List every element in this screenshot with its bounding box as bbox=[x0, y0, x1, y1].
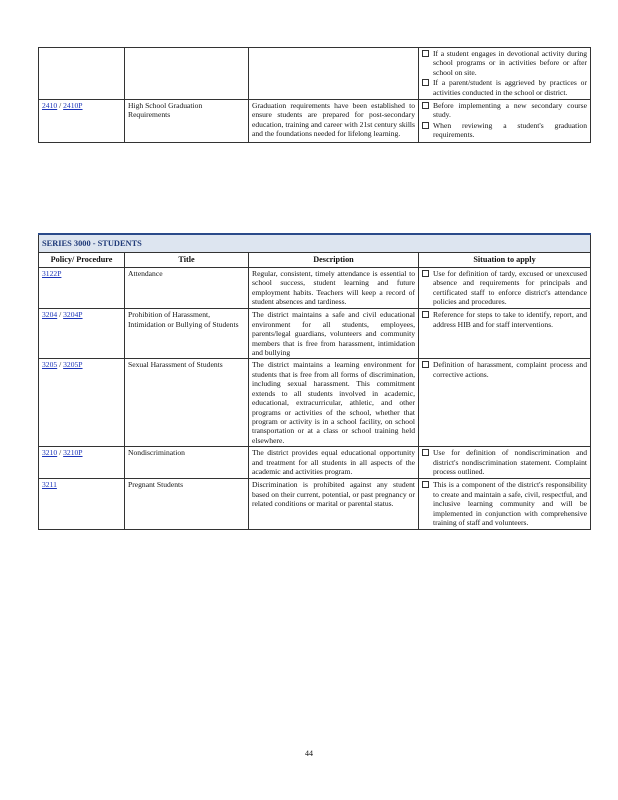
list-item bbox=[422, 101, 587, 120]
checkbox-bullet-icon bbox=[422, 270, 429, 277]
situation-text: Use for definition of tardy, excused or unexcused absence and requirements for principals and certificated staff to enforce district's attendance policies and procedures. bbox=[433, 268, 588, 307]
policy-cell: 3210 / 3210P bbox=[39, 447, 125, 479]
list-item bbox=[422, 121, 587, 140]
table-row bbox=[39, 447, 591, 479]
table-row bbox=[39, 267, 591, 309]
situation-cell bbox=[419, 309, 591, 359]
series-header-row bbox=[39, 234, 591, 253]
description-cell: The district provides equal educational opportunity and treatment for all students in all aspects of the academic and activities program. bbox=[249, 447, 419, 479]
series-table-body bbox=[39, 267, 591, 530]
description-cell: Graduation requirements have been established to ensure students are prepared for post-secondary education, training and career with 21st century skills and the foundations needed for lifelong learning. bbox=[249, 100, 419, 143]
policy-link[interactable]: 3205 bbox=[42, 360, 58, 370]
series-heading: SERIES 3000 - STUDENTS bbox=[39, 234, 591, 253]
table-row bbox=[39, 48, 591, 100]
policy-link[interactable]: 3211 bbox=[42, 480, 57, 490]
situation-list bbox=[422, 49, 587, 97]
checkbox-bullet-icon bbox=[422, 50, 429, 57]
situation-cell bbox=[419, 359, 591, 447]
situation-cell bbox=[419, 267, 591, 309]
checkbox-bullet-icon bbox=[422, 481, 429, 488]
policy-link[interactable]: 3122P bbox=[42, 268, 62, 278]
list-item bbox=[422, 269, 587, 307]
policy-cell: 2410 / 2410P bbox=[39, 100, 125, 143]
list-item bbox=[422, 360, 587, 379]
col-description-header: Description bbox=[249, 253, 419, 267]
policy-cell: 3204 / 3204P bbox=[39, 309, 125, 359]
checkbox-bullet-icon bbox=[422, 311, 429, 318]
page-number: 44 bbox=[305, 749, 313, 758]
situation-text: When reviewing a student's graduation requirements. bbox=[433, 120, 587, 140]
title-cell: Nondiscrimination bbox=[125, 447, 249, 479]
situation-list bbox=[422, 310, 587, 329]
policy-link[interactable]: 3204P bbox=[63, 310, 83, 320]
top-table bbox=[38, 47, 591, 143]
title-cell: Pregnant Students bbox=[125, 479, 249, 530]
situation-cell bbox=[419, 447, 591, 479]
policy-link[interactable]: 2410 bbox=[42, 101, 58, 111]
title-cell bbox=[125, 48, 249, 100]
policy-cell: 3205 / 3205P bbox=[39, 359, 125, 447]
description-cell: Regular, consistent, timely attendance is essential to school success, student learning and future employment habits. Teachers will keep a record of student absences and tardiness. bbox=[249, 267, 419, 309]
checkbox-bullet-icon bbox=[422, 102, 429, 109]
situation-text: Definition of harassment, complaint process and corrective actions. bbox=[433, 360, 588, 379]
policy-link[interactable]: 3204 bbox=[42, 310, 58, 320]
col-title-header: Title bbox=[125, 253, 249, 267]
col-situation-header: Situation to apply bbox=[419, 253, 591, 267]
policy-link[interactable]: 3210 bbox=[42, 448, 58, 458]
situation-list bbox=[422, 480, 587, 527]
policy-cell bbox=[39, 48, 125, 100]
situation-list bbox=[422, 360, 587, 379]
situation-list bbox=[422, 101, 587, 140]
top-table-body bbox=[39, 48, 591, 143]
title-cell: Prohibition of Harassment, Intimidation or Bullying of Students bbox=[125, 309, 249, 359]
column-header-row bbox=[39, 253, 591, 267]
description-cell: The district maintains a safe and civil educational environment for all students, employees, parents/legal guardians, volunteers and community members that is free from harassment, intimidation and bullying bbox=[249, 309, 419, 359]
situation-text: Reference for steps to take to identify, report, and address HIB and for staff interventions. bbox=[433, 310, 588, 329]
policy-cell bbox=[39, 267, 125, 309]
table-row bbox=[39, 479, 591, 530]
description-cell: Discrimination is prohibited against any student based on their current, potential, or past pregnancy or related conditions or marital or parental status. bbox=[249, 479, 419, 530]
checkbox-bullet-icon bbox=[422, 79, 429, 86]
col-policy-header: Policy/ Procedure bbox=[39, 253, 125, 267]
checkbox-bullet-icon bbox=[422, 361, 429, 368]
table-row bbox=[39, 359, 591, 447]
series-table bbox=[38, 233, 591, 530]
situation-text: If a student engages in devotional activity during school programs or in activities before or after school on site. bbox=[433, 49, 587, 77]
table-row bbox=[39, 309, 591, 359]
list-item bbox=[422, 310, 587, 329]
situation-text: This is a component of the district's responsibility to create and maintain a safe, civil, respectful, and inclusive learning community and will be implemented in conjunction with comprehensive training of staff and volunteers. bbox=[433, 480, 588, 527]
situation-list bbox=[422, 269, 587, 307]
description-cell bbox=[249, 48, 419, 100]
situation-cell bbox=[419, 479, 591, 530]
description-cell: The district maintains a learning environment for students that is free from all forms of discrimination, including sexual harassment. This commitment extends to all students involved in academic, educational, extracurricular, athletic, and other programs or activities of the school, whether that program or activity is in a school facility, on school transportation or at a class or school training held elsewhere. bbox=[249, 359, 419, 447]
policy-link[interactable]: 3205P bbox=[63, 360, 83, 370]
policy-cell bbox=[39, 479, 125, 530]
title-cell: High School Graduation Requirements bbox=[125, 100, 249, 143]
situation-text: Use for definition of nondiscrimination and district's nondiscrimination statement. Complaint process outlined. bbox=[433, 448, 588, 476]
list-item bbox=[422, 49, 587, 77]
situation-text: Before implementing a new secondary course study. bbox=[433, 101, 587, 120]
table-row bbox=[39, 100, 591, 143]
situation-text: If a parent/student is aggrieved by practices or activities conducted in the school or district. bbox=[433, 78, 587, 97]
checkbox-bullet-icon bbox=[422, 122, 429, 129]
situation-cell bbox=[419, 100, 591, 143]
title-cell: Sexual Harassment of Students bbox=[125, 359, 249, 447]
situation-list bbox=[422, 448, 587, 476]
list-item bbox=[422, 480, 587, 527]
list-item bbox=[422, 448, 587, 476]
title-cell: Attendance bbox=[125, 267, 249, 309]
policy-link[interactable]: 3210P bbox=[63, 448, 83, 458]
list-item bbox=[422, 78, 587, 97]
checkbox-bullet-icon bbox=[422, 449, 429, 456]
situation-cell bbox=[419, 48, 591, 100]
policy-link[interactable]: 2410P bbox=[63, 101, 83, 111]
